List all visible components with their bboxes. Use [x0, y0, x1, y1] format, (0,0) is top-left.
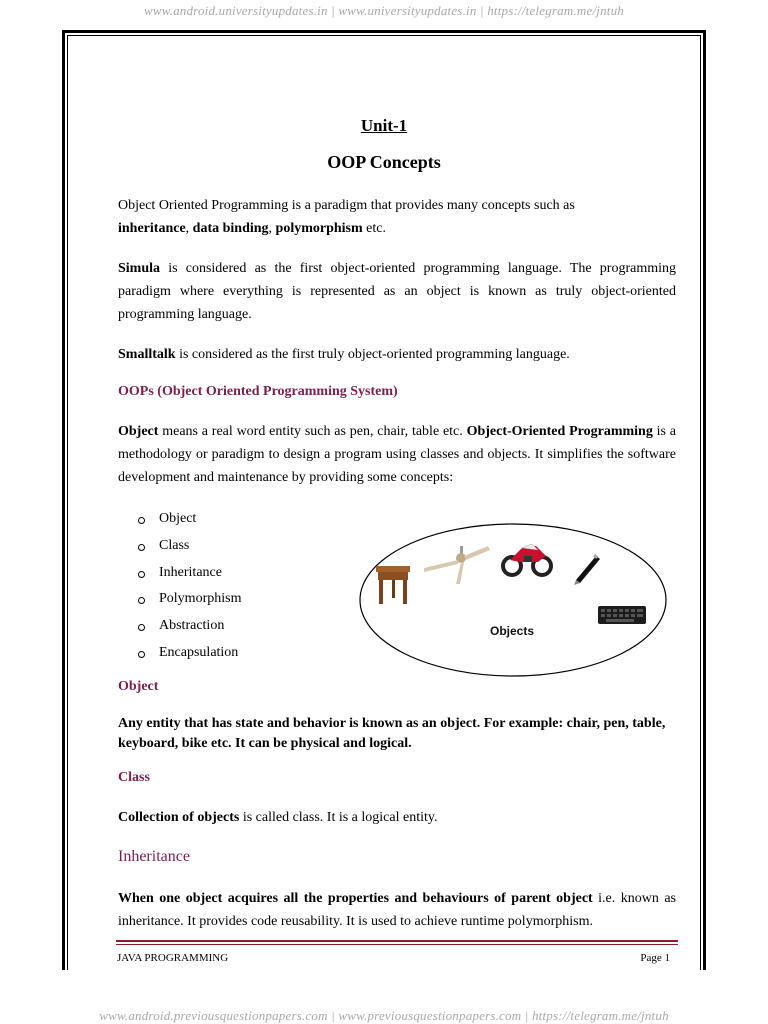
- intro-paragraph: [118, 194, 676, 240]
- bullet-circle-icon: [138, 651, 145, 658]
- motorbike-icon: [503, 544, 551, 575]
- simula-paragraph: [118, 257, 676, 326]
- heading-oops: OOPs (Object Oriented Programming System): [118, 384, 398, 399]
- concept-label: Abstraction: [159, 618, 225, 634]
- concept-label: Inheritance: [159, 564, 222, 580]
- object-intro-text: means a real word entity such as pen, chair, table etc.: [158, 424, 467, 439]
- concept-list-item: [138, 616, 241, 643]
- inheritance-text: i.e. known as inheritance. It provides code reusability. It is used to achieve runtime polymorphism.: [118, 891, 676, 929]
- smalltalk-text: is considered as the first truly object-oriented programming language.: [175, 347, 570, 362]
- pen-icon: [574, 554, 600, 585]
- ceiling-fan-icon: [424, 546, 490, 584]
- concept-label: Encapsulation: [159, 644, 239, 660]
- concept-list-item: [138, 589, 241, 616]
- bullet-circle-icon: [138, 624, 145, 631]
- term-collection-of-objects: Collection of objects: [118, 810, 240, 825]
- separator: ,: [268, 221, 276, 236]
- objects-figure: [358, 510, 670, 680]
- term-oop: Object-Oriented Programming: [466, 424, 653, 439]
- heading-inheritance: Inheritance: [118, 848, 190, 865]
- top-watermark-url: www.android.universityupdates.in | www.universityupdates.in | https://telegram.me/jntuh: [143, 3, 624, 18]
- footer-rule-thin: [116, 944, 678, 945]
- heading-class: Class: [118, 770, 150, 785]
- bullet-circle-icon: [138, 597, 145, 604]
- table-icon: [376, 566, 410, 604]
- page-title: OOP Concepts: [327, 152, 441, 172]
- smalltalk-paragraph: [118, 343, 676, 366]
- concept-label: Class: [159, 537, 190, 553]
- intro-tail: etc.: [362, 221, 386, 236]
- bullet-circle-icon: [138, 571, 145, 578]
- concept-list-item: [138, 509, 241, 536]
- object-definition: Any entity that has state and behavior is known as an object. For example: chair, pen, table, keyboard, bike etc. It can be physical and logical.: [118, 716, 666, 751]
- concept-list-item: [138, 643, 241, 670]
- class-text: is called class. It is a logical entity.: [239, 810, 438, 825]
- object-intro-text-2: is a methodology or paradigm to design a program using classes and objects. It simplifies the software development and maintenance by providing some concepts:: [118, 424, 676, 485]
- concepts-list: [138, 509, 241, 670]
- term-object: Object: [118, 424, 159, 439]
- term-smalltalk: Smalltalk: [118, 347, 176, 362]
- concept-label: Object: [159, 511, 197, 526]
- heading-object: Object: [118, 679, 159, 694]
- footer-rule: [116, 940, 678, 942]
- class-definition: [118, 806, 676, 829]
- separator: ,: [185, 221, 193, 236]
- footer-course-name: JAVA PROGRAMMING: [117, 952, 229, 964]
- objects-label: Objects: [490, 624, 535, 638]
- term-inheritance: inheritance: [118, 221, 186, 236]
- term-polymorphism: polymorphism: [275, 221, 363, 236]
- concept-list-item: [138, 563, 241, 590]
- concept-label: Polymorphism: [159, 591, 242, 607]
- object-intro-paragraph: [118, 420, 676, 489]
- unit-title: Unit-1: [360, 116, 408, 135]
- inheritance-definition: [118, 887, 676, 933]
- intro-text: Object Oriented Programming is a paradigm that provides many concepts such as: [118, 198, 575, 213]
- bottom-watermark-url: www.android.previousquestionpapers.com | www.previousquestionpapers.com | https://telegram.me/jntuh: [99, 1008, 669, 1023]
- keyboard-icon: [598, 606, 646, 624]
- term-simula: Simula: [118, 261, 161, 276]
- term-data-binding: data binding: [192, 221, 269, 236]
- simula-text: is considered as the first object-oriented programming language. The programming paradigm where everything is represented as an object is known as truly object-oriented programming language.: [118, 261, 676, 322]
- footer-page-number: Page 1: [640, 952, 670, 964]
- bullet-circle-icon: [138, 544, 145, 551]
- term-inheritance-def: When one object acquires all the properties and behaviours of parent object: [118, 891, 593, 906]
- bullet-circle-icon: [138, 517, 145, 524]
- concept-list-item: [138, 536, 241, 563]
